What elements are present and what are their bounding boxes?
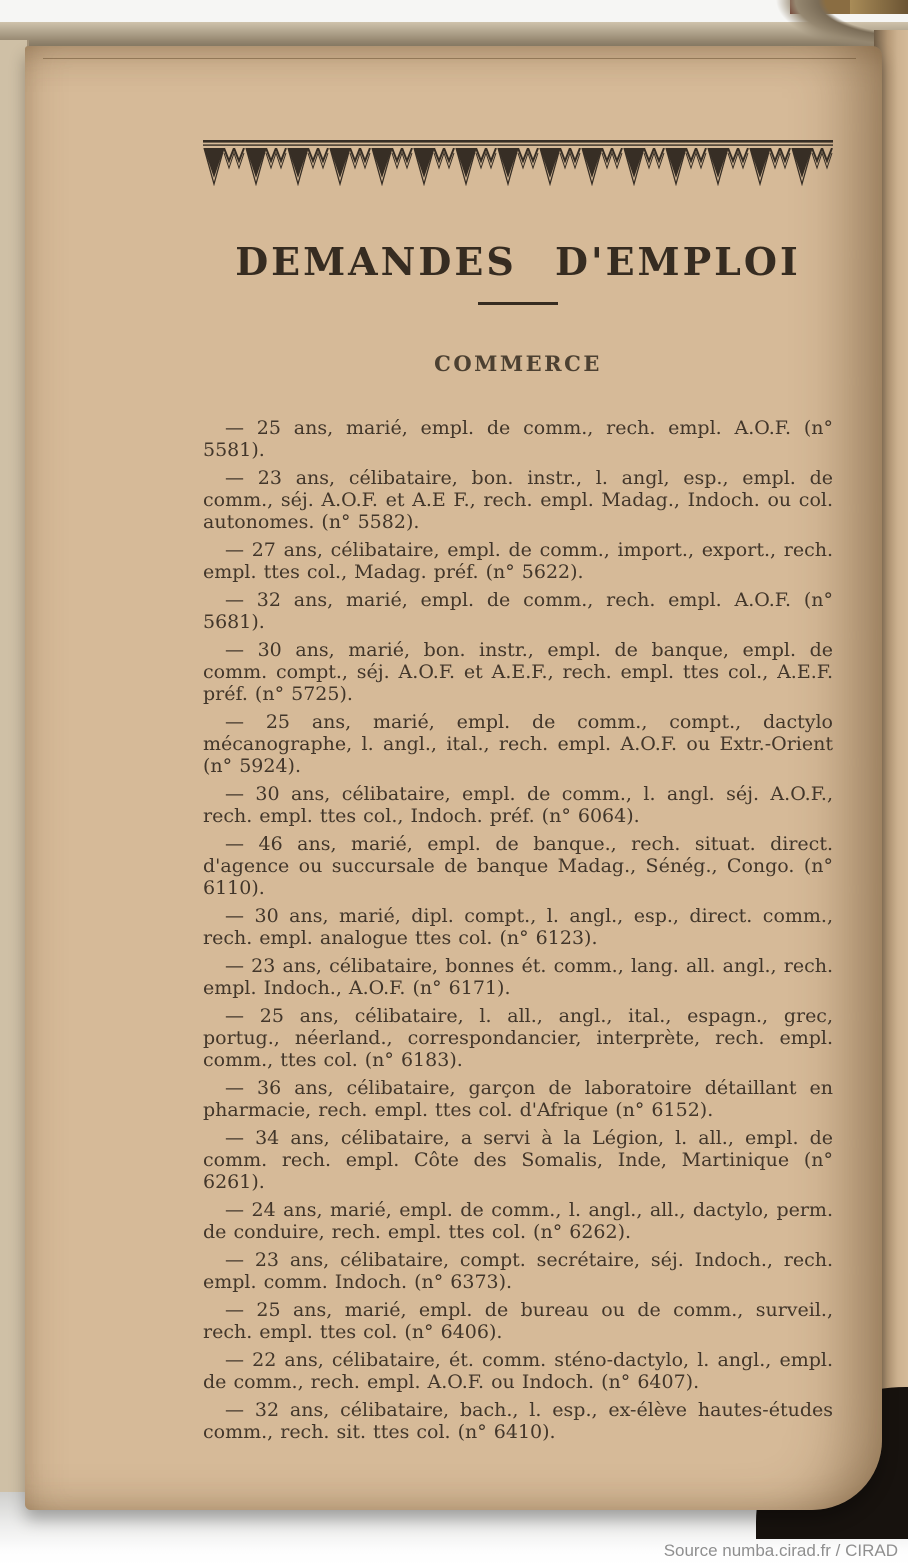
ad-entry: — 32 ans, célibataire, bach., l. esp., ex-élève hautes-études comm., rech. sit. ttes col. (n° 6410). — [203, 1399, 833, 1443]
title-divider — [478, 302, 558, 305]
ad-entry: — 30 ans, marié, dipl. compt., l. angl., esp., direct. comm., rech. empl. analogue ttes col. (n° 6123). — [203, 905, 833, 949]
ad-entry: — 32 ans, marié, empl. de comm., rech. empl. A.O.F. (n° 5681). — [203, 589, 833, 633]
ad-entry: — 34 ans, célibataire, a servi à la Légion, l. all., empl. de comm. rech. empl. Côte des Somalis, Inde, Martinique (n° 6261). — [203, 1127, 833, 1193]
document-page — [25, 46, 882, 1510]
ad-entry: — 25 ans, marié, empl. de bureau ou de comm., surveil., rech. empl. ttes col. (n° 6406). — [203, 1299, 833, 1343]
ad-entry: — 23 ans, célibataire, bonnes ét. comm., lang. all. angl., rech. empl. Indoch., A.O.F. (n° 6171). — [203, 955, 833, 999]
section-heading: COMMERCE — [434, 351, 602, 376]
ad-entry: — 22 ans, célibataire, ét. comm. sténo-dactylo, l. angl., empl. de comm., rech. empl. A.O.F. ou Indoch. (n° 6407). — [203, 1349, 833, 1393]
ad-entry: — 25 ans, célibataire, l. all., angl., ital., espagn., grec, portug., néerland., correspondancier, interprète, rech. empl. comm., ttes col. (n° 6183). — [203, 1005, 833, 1071]
ad-entry: — 25 ans, marié, empl. de comm., compt., dactylo mécanographe, l. angl., ital., rech. empl. A.O.F. ou Extr.-Orient (n° 5924). — [203, 711, 833, 777]
ad-entry: — 25 ans, marié, empl. de comm., rech. empl. A.O.F. (n° 5581). — [203, 417, 833, 461]
ad-entry: — 27 ans, célibataire, empl. de comm., import., export., rech. empl. ttes col., Madag. préf. (n° 5622). — [203, 539, 833, 583]
ad-entry: — 30 ans, célibataire, empl. de comm., l. angl. séj. A.O.F., rech. empl. ttes col., Indoch. préf. (n° 6064). — [203, 783, 833, 827]
ad-entry: — 46 ans, marié, empl. de banque., rech. situat. direct. d'agence ou succursale de banque Madag., Sénég., Congo. (n° 6110). — [203, 833, 833, 899]
lace-ornament-icon — [203, 140, 833, 186]
ad-list — [203, 417, 833, 1443]
page-title: DEMANDES D'EMPLOI — [235, 239, 801, 284]
page-content — [203, 46, 833, 1449]
source-credit: Source numba.cirad.fr / CIRAD — [663, 1541, 898, 1560]
ad-entry: — 30 ans, marié, bon. instr., empl. de banque, empl. de comm. compt., séj. A.O.F. et A.E.F., rech. empl. ttes col., A.E.F. préf. (n° 5725). — [203, 639, 833, 705]
ad-entry: — 36 ans, célibataire, garçon de laboratoire détaillant en pharmacie, rech. empl. ttes col. d'Afrique (n° 6152). — [203, 1077, 833, 1121]
ad-entry: — 23 ans, célibataire, bon. instr., l. angl, esp., empl. de comm., séj. A.O.F. et A.E F., rech. empl. Madag., Indoch. ou col. autonomes. (n° 5582). — [203, 467, 833, 533]
ad-entry: — 23 ans, célibataire, compt. secrétaire, séj. Indoch., rech. empl. comm. Indoch. (n° 6373). — [203, 1249, 833, 1293]
ad-entry: — 24 ans, marié, empl. de comm., l. angl., all., dactylo, perm. de conduire, rech. empl. ttes col. (n° 6262). — [203, 1199, 833, 1243]
